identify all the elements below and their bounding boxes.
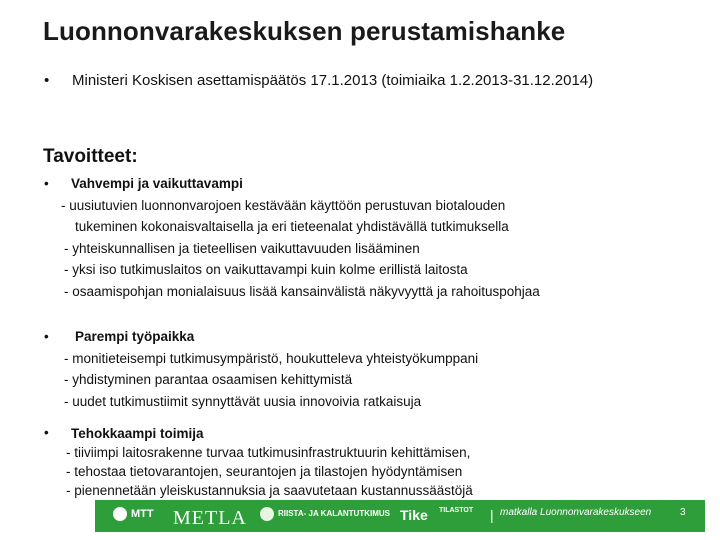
bullet-marker: • — [44, 176, 49, 191]
goal-line: - pienennetään yleiskustannuksia ja saavutetaan kustannussäästöjä — [66, 483, 473, 498]
goal-heading: Tehokkaampi toimija — [71, 426, 204, 441]
bullet-marker: • — [44, 425, 49, 440]
goal-line: - yhteiskunnallisen ja tieteellisen vaikuttavuuden lisääminen — [64, 240, 420, 256]
goal-line: - tiiviimpi laitosrakenne turvaa tutkimusinfrastruktuurin kehittämisen, — [66, 445, 471, 460]
goal-line: - monitieteisempi tutkimusympäristö, houkutteleva yhteistyökumppani — [64, 350, 479, 366]
mtt-logo-text: MTT — [131, 507, 154, 520]
goal-line: - yhdistyminen parantaa osaamisen kehittymistä — [64, 372, 353, 387]
goal-line: tukeminen kokonaisvaltaisella ja eri tieteenalat yhdistävällä tutkimuksella — [75, 219, 509, 234]
rktl-fish-icon — [260, 507, 274, 521]
tike-tilastot-text: TILASTOT — [439, 507, 474, 514]
mtt-leaf-icon — [113, 507, 127, 521]
decision-text: Ministeri Koskisen asettamispäätös 17.1.2013 (toimiaika 1.2.2013-31.12.2014) — [72, 72, 594, 89]
goal-line: - uusiutuvien luonnonvarojoen kestävään käyttöön perustuvan biotalouden — [61, 197, 506, 213]
slide-number: 3 — [680, 507, 686, 518]
footer-separator: | — [490, 507, 494, 523]
footer-tagline: matkalla Luonnonvarakeskukseen — [500, 507, 652, 518]
metla-logo: METLA — [173, 507, 247, 529]
partner-logo-bar — [95, 500, 705, 532]
goals-heading: Tavoitteet: — [43, 146, 138, 167]
page-title: Luonnonvarakeskuksen perustamishanke — [43, 16, 566, 46]
rktl-logo-text: RIISTA- JA KALANTUTKIMUS — [278, 509, 390, 519]
goal-heading: Parempi työpaikka — [75, 329, 195, 344]
goal-line: - tehostaa tietovarantojen, seurantojen ja tilastojen hyödyntämisen — [66, 464, 463, 479]
decision-bullet-item — [44, 70, 644, 92]
goal-section-stronger — [44, 173, 540, 302]
bullet-marker: • — [44, 329, 49, 344]
goal-line: - yksi iso tutkimuslaitos on vaikuttavampi kuin kolme erillistä laitosta — [64, 262, 468, 277]
rktl-logo — [260, 507, 390, 521]
tike-logo: Tike — [400, 507, 428, 523]
goal-section-workplace — [44, 326, 478, 412]
goal-section-efficient — [44, 424, 473, 500]
goal-line: - osaamispohjan monialaisuus lisää kansainvälistä näkyvyyttä ja rahoituspohjaa — [64, 283, 540, 299]
bullet-marker: • — [44, 72, 50, 89]
goal-line: - uudet tutkimustiimit synnyttävät uusia innovoivia ratkaisuja — [64, 393, 422, 409]
mtt-logo — [113, 507, 154, 521]
goal-heading: Vahvempi ja vaikuttavampi — [71, 176, 243, 191]
